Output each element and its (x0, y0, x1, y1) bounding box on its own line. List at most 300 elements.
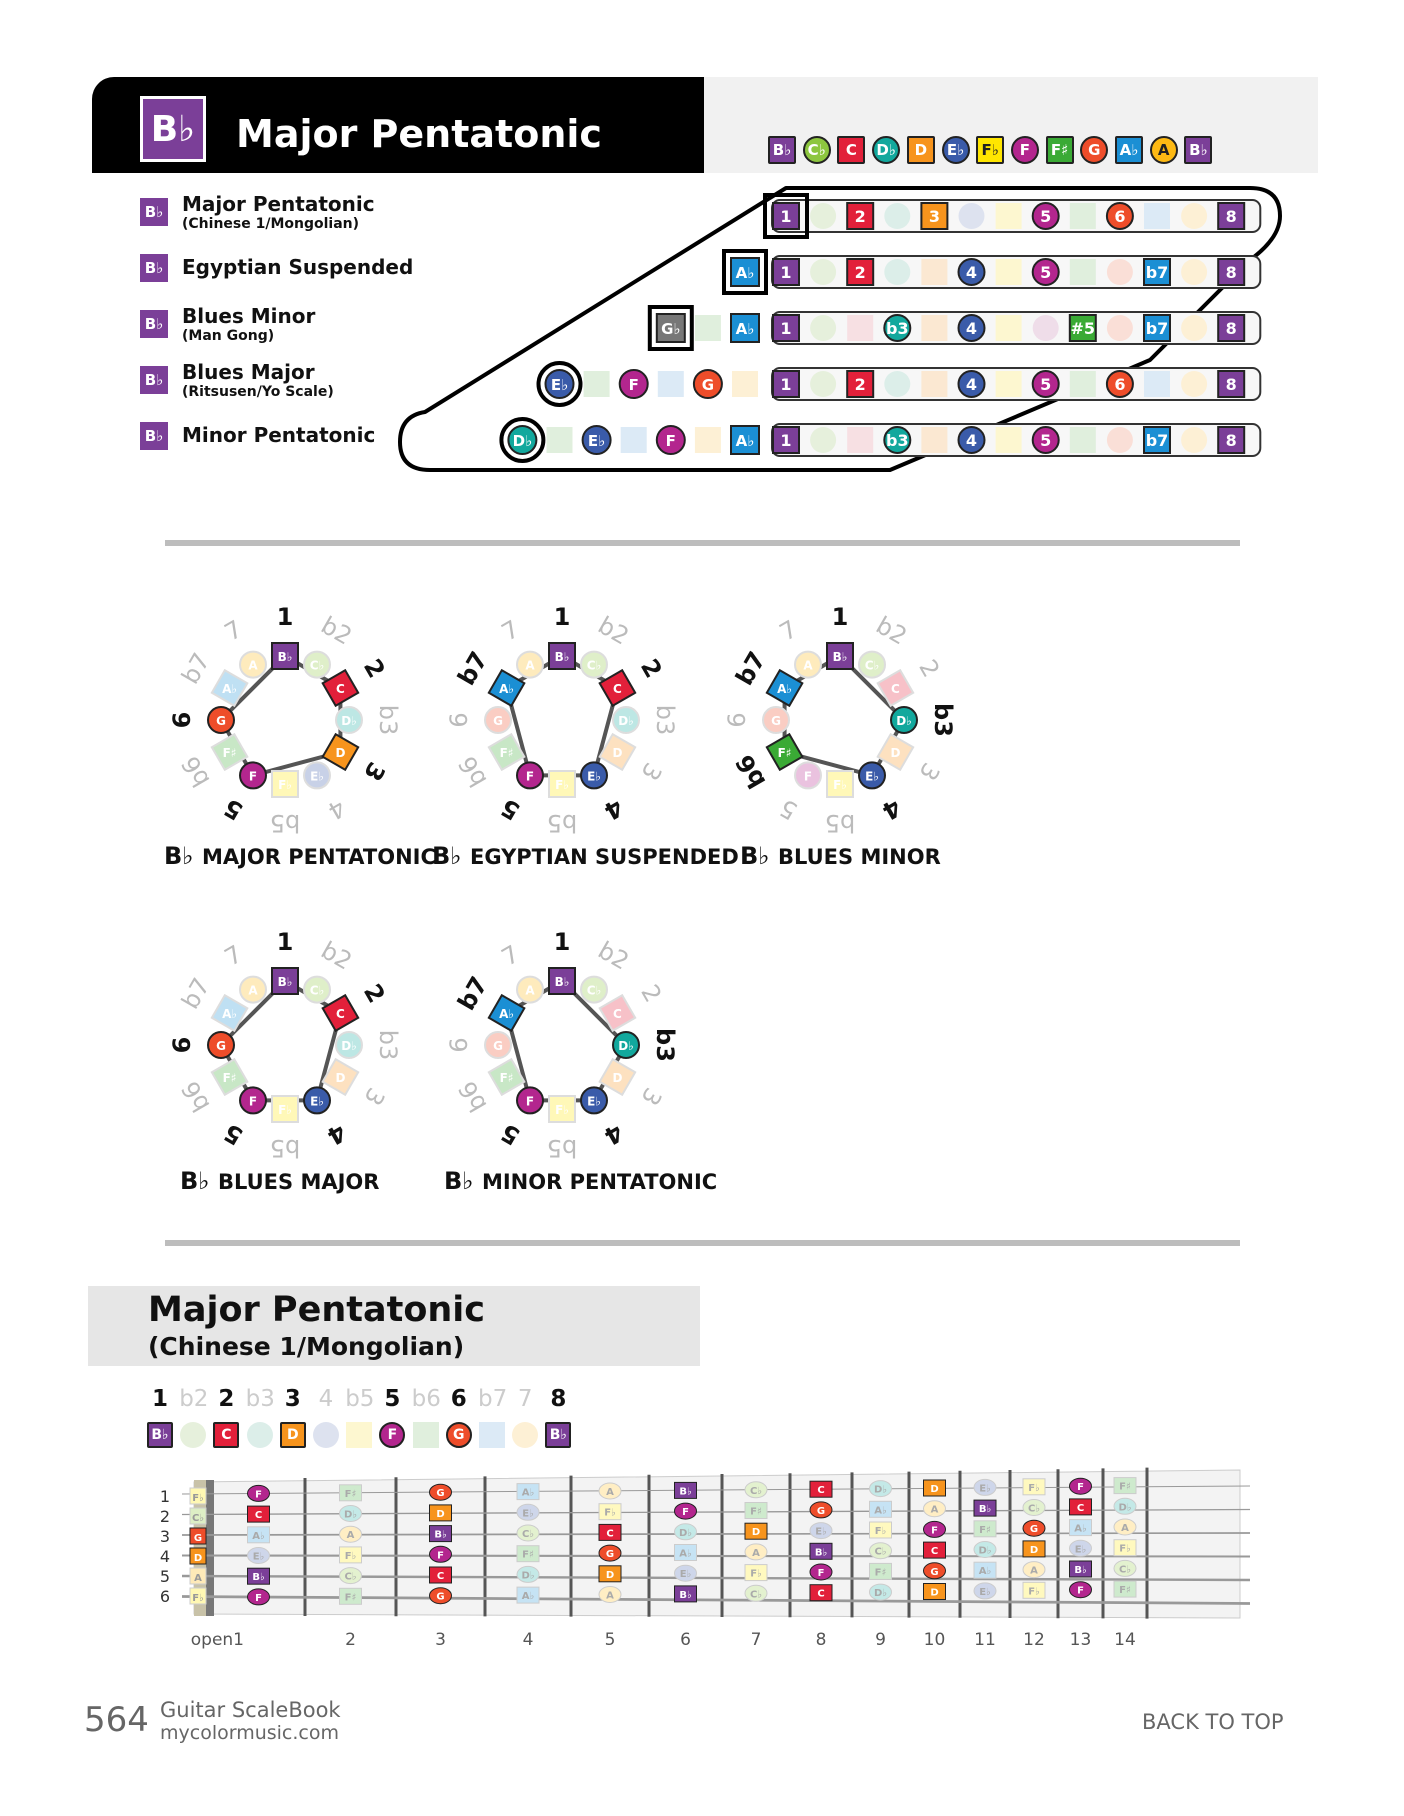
degree-label: 4 (965, 263, 978, 282)
degree-label: 3 (284, 1386, 301, 1412)
degree-placeholder (1107, 259, 1133, 285)
degree-label: 8 (1225, 319, 1237, 338)
fret-note-label: B♭ (252, 1572, 265, 1584)
degree-placeholder (959, 203, 985, 229)
book-title: Guitar ScaleBook (160, 1698, 341, 1722)
fret-number: 13 (1069, 1630, 1092, 1650)
degree-placeholder (1181, 203, 1207, 229)
mode-placeholder (658, 371, 684, 397)
wheel-note-label: C♭ (309, 658, 325, 673)
wheel-note-label: F♯ (222, 1071, 237, 1085)
degree-placeholder (847, 427, 873, 453)
fret-note-label: B♭ (434, 1529, 447, 1541)
fretboard-title: Major Pentatonic (148, 1290, 486, 1330)
fret-note-label: E♭ (815, 1526, 827, 1538)
chromatic-note: F (1011, 136, 1039, 164)
fret-note-label: F (682, 1507, 689, 1519)
wheel-degree: 6 (723, 712, 751, 728)
scale-name: Minor Pentatonic (182, 423, 376, 447)
fret-note-label: B♭ (679, 1589, 692, 1601)
fret-note-label: F♭ (1119, 1543, 1131, 1555)
degree-note (247, 1422, 273, 1448)
fret-note-label: A♭ (521, 1487, 535, 1499)
wheel-note-label: E♭ (587, 1094, 601, 1109)
wheel-degree: b2 (593, 936, 634, 976)
degree-placeholder (996, 371, 1022, 397)
scale-key-badge: B♭ (140, 366, 168, 394)
fret-note-label: A♭ (1074, 1523, 1087, 1535)
degree-note: F (379, 1422, 405, 1448)
mode-note-label: F (665, 432, 676, 450)
page-number: 564 (84, 1700, 149, 1740)
wheel-note-label: A♭ (222, 1007, 238, 1021)
scale-name: Major Pentatonic (Chinese 1/Mongolian) (182, 192, 375, 232)
degree-placeholder (847, 315, 873, 341)
wheel-note-label: A (525, 658, 535, 673)
wheel-note-label: C♭ (864, 658, 880, 673)
fret-note-label: F♭ (1028, 1482, 1040, 1494)
wheel-degree: b2 (316, 936, 357, 976)
wheel-note-label: E♭ (310, 1094, 324, 1109)
wheel-degree: b3 (651, 704, 679, 736)
wheel-note-label: C (613, 1007, 622, 1021)
wheel-note-label: C (336, 682, 345, 696)
fret-note-label: G (930, 1566, 939, 1578)
wheel-note-label: B♭ (554, 650, 570, 664)
degree-placeholder (921, 315, 947, 341)
header-chromatic-panel (704, 77, 1318, 173)
fret-note-label: D (751, 1527, 761, 1539)
wheel-note-label: F♭ (555, 778, 569, 792)
mode-placeholder (547, 427, 573, 453)
mode-note-label: E♭ (587, 432, 606, 450)
wheel-note-label: F (248, 769, 258, 784)
fret-note-label: G (436, 1591, 445, 1603)
mode-placeholder (695, 427, 721, 453)
fret-note-label: F (931, 1525, 938, 1537)
wheel-note-label: B♭ (277, 975, 293, 989)
wheel-degree: 5 (496, 792, 525, 826)
degree-placeholder (921, 259, 947, 285)
wheel-note-label: G (493, 1039, 503, 1053)
degree-label: 5 (1040, 263, 1052, 282)
wheel-degree: b5 (269, 1134, 301, 1162)
degree-placeholder (996, 259, 1022, 285)
fret-note-label: A (606, 1590, 614, 1602)
wheel-note-label: A♭ (499, 682, 515, 696)
scale-name: Blues Major (Ritsusen/Yo Scale) (182, 360, 334, 400)
wheel-degree: 2 (357, 979, 391, 1008)
fret-note-label: E♭ (679, 1569, 692, 1581)
mode-note-label: A♭ (735, 432, 755, 450)
wheel-note-label: B♭ (832, 650, 848, 664)
degree-placeholder (884, 203, 910, 229)
fret-note-label: C♭ (521, 1529, 535, 1540)
wheel-degree: 4 (599, 1117, 628, 1151)
degree-placeholder (1070, 203, 1096, 229)
fret-note-label: C (817, 1485, 825, 1497)
fret-note-label: C (606, 1528, 614, 1540)
mode-diagram (0, 180, 1404, 480)
fret-note-label: F (437, 1550, 444, 1562)
wheel-note-label: D (612, 746, 623, 760)
fret-note-label: A♭ (679, 1548, 692, 1560)
fret-note-label: C♭ (344, 1571, 357, 1583)
fretboard-subtitle: (Chinese 1/Mongolian) (148, 1332, 465, 1361)
degree-placeholder (1070, 259, 1096, 285)
string-number: 6 (159, 1587, 171, 1606)
degree-label: b2 (179, 1386, 209, 1412)
fret-note-label: F (255, 1489, 262, 1501)
wheel-note-label: D (612, 1071, 623, 1085)
wheel-degree: 3 (357, 757, 391, 786)
wheel-caption: B♭ EGYPTIAN SUSPENDED (432, 842, 739, 870)
fret-number: 8 (815, 1630, 827, 1650)
fret-note-label: C (817, 1588, 825, 1600)
fret-note-label: F (1077, 1585, 1084, 1597)
degree-label: 6 (1114, 375, 1126, 394)
wheel-degree: b5 (546, 809, 578, 837)
degree-label: 8 (1225, 431, 1237, 450)
wheel-note-label: F♭ (278, 1103, 292, 1117)
wheel-degree: 2 (357, 654, 391, 683)
degree-note: G (446, 1422, 472, 1448)
fret-note-label: F (255, 1592, 262, 1604)
degree-label: b3 (886, 431, 909, 450)
chromatic-note: E♭ (942, 136, 970, 164)
fret-note-label: C♭ (1118, 1564, 1132, 1576)
wheel-degree: b3 (929, 703, 957, 737)
degree-note (346, 1422, 372, 1448)
degree-placeholder (1181, 427, 1207, 453)
fret-number: 10 (923, 1630, 946, 1650)
degree-placeholder (810, 371, 836, 397)
fret-note-label: F♯ (750, 1506, 762, 1518)
wheel-degree: 5 (496, 1117, 525, 1151)
wheel-note-label: B♭ (277, 650, 293, 664)
wheel-degree: 7 (774, 614, 803, 647)
chromatic-note: A♭ (1115, 136, 1143, 164)
wheel-degree: b2 (316, 611, 357, 651)
wheel-caption: B♭ BLUES MAJOR (180, 1167, 380, 1195)
wheel-degree: 1 (276, 928, 294, 956)
wheel-note-label: F♯ (499, 1071, 514, 1085)
degree-label: 7 (517, 1386, 533, 1412)
site-link[interactable]: mycolormusic.com (160, 1722, 339, 1744)
fret-number: 4 (522, 1630, 534, 1650)
degree-label: 4 (318, 1386, 334, 1412)
degree-placeholder (1070, 371, 1096, 397)
open-note-label: A (194, 1573, 202, 1584)
string-number: 4 (159, 1547, 171, 1566)
degree-placeholder (921, 371, 947, 397)
degree-label: 2 (854, 375, 866, 394)
degree-label: 1 (780, 263, 792, 282)
fret-note-label: F♯ (344, 1488, 357, 1500)
chromatic-note: A (1150, 136, 1178, 164)
wheel-note-label: D (335, 746, 346, 760)
degree-label: 2 (218, 1386, 235, 1412)
wheel-note-label: F (248, 1094, 258, 1109)
fret-note-label: C♭ (749, 1485, 763, 1497)
open-note-label: D (193, 1553, 203, 1564)
degree-label: #5 (1070, 319, 1096, 338)
wheel-degree: 4 (877, 792, 906, 826)
wheel-degree: 3 (635, 1082, 668, 1111)
degree-label: 6 (450, 1386, 467, 1412)
wheel-degree: b5 (824, 809, 856, 837)
chromatic-note: B♭ (768, 136, 796, 164)
chromatic-note: C♭ (803, 136, 831, 164)
section-divider (165, 1240, 1240, 1246)
mode-note-label: A♭ (735, 320, 755, 338)
scale-key-badge: B♭ (140, 198, 168, 226)
wheel-degree: 2 (913, 654, 946, 683)
degree-label: 8 (1225, 207, 1237, 226)
fret-note-label: E♭ (1074, 1544, 1087, 1556)
fret-note-label: F♭ (874, 1526, 887, 1537)
wheel-degree: b2 (871, 611, 912, 651)
fret-note-label: A (346, 1530, 355, 1542)
fret-number: 3 (435, 1630, 446, 1650)
degree-label: b7 (1145, 263, 1169, 282)
mode-placeholder (584, 371, 610, 397)
wheel-degree: 4 (322, 1117, 351, 1151)
mode-note-label: G♭ (661, 320, 681, 338)
degree-placeholder (810, 203, 836, 229)
degree-placeholder (1181, 315, 1207, 341)
wheel-note-label: A (525, 983, 535, 998)
degree-label: b7 (1145, 431, 1169, 450)
degree-label: 4 (965, 375, 978, 394)
wheel-degree: b2 (593, 611, 634, 651)
wheel-degree: b6 (176, 1076, 216, 1117)
wheel-degree: 2 (635, 979, 668, 1008)
scale-name: Egyptian Suspended (182, 255, 414, 279)
wheel-degree: b6 (453, 1076, 493, 1117)
fret-note-label: G (816, 1505, 826, 1517)
fret-note-label: A (1121, 1523, 1129, 1534)
string-number: 1 (159, 1487, 171, 1506)
degree-note: B♭ (147, 1422, 173, 1448)
wheel-note-label: C (613, 682, 622, 696)
degree-placeholder (1181, 371, 1207, 397)
open-note-label: G (193, 1533, 203, 1544)
wheel-note-label: E♭ (587, 769, 601, 784)
wheel-degree: 1 (553, 928, 571, 956)
wheel-note-label: D (890, 746, 901, 760)
mode-note-label: A♭ (735, 264, 755, 282)
wheel-note-label: F♭ (833, 778, 847, 792)
chromatic-note: C (837, 136, 865, 164)
degree-note (313, 1422, 339, 1448)
fret-number: 2 (345, 1630, 356, 1650)
wheel-degree: 1 (553, 603, 571, 631)
degree-placeholder (996, 427, 1022, 453)
wheel-degree: 7 (496, 614, 525, 647)
degree-placeholder (1033, 315, 1059, 341)
fret-note-label: C (254, 1510, 263, 1522)
chromatic-note: B♭ (1184, 136, 1212, 164)
fret-note-label: C (1076, 1502, 1085, 1514)
fret-number: 11 (974, 1630, 996, 1650)
wheel-degree: 5 (774, 793, 803, 826)
wheel-caption: B♭ BLUES MINOR (740, 842, 941, 870)
wheel-note-label: A♭ (777, 682, 793, 696)
scale-wheels (0, 570, 1404, 1210)
scale-key-badge: B♭ (140, 422, 168, 450)
string-number: 5 (159, 1567, 171, 1586)
mode-placeholder (621, 427, 647, 453)
open-note-label: C♭ (191, 1513, 205, 1524)
wheel-degree: b7 (730, 646, 772, 691)
wheel-degree: 4 (599, 792, 628, 826)
fret-note-label: D♭ (521, 1570, 535, 1582)
degree-placeholder (921, 427, 947, 453)
fret-note-label: E♭ (522, 1508, 534, 1520)
wheel-note-label: D (335, 1071, 346, 1085)
degree-label: 5 (1040, 375, 1052, 394)
fret-note-label: A♭ (252, 1530, 265, 1542)
degree-label: 5 (1040, 207, 1052, 226)
wheel-note-label: D♭ (341, 1039, 357, 1053)
open-note-label: F♭ (192, 1493, 204, 1504)
mode-placeholder (732, 371, 758, 397)
wheel-degree: 5 (219, 1117, 248, 1151)
mode-note-label: G (701, 376, 715, 394)
fret-note-label: D♭ (873, 1484, 888, 1496)
fret-note-label: F♯ (874, 1567, 887, 1579)
fret-note-label: C (930, 1546, 939, 1558)
wheel-degree: b5 (546, 1134, 578, 1162)
fret-note-label: D (1029, 1544, 1039, 1556)
page-title: Major Pentatonic (236, 112, 602, 156)
wheel-degree: 6 (445, 712, 473, 728)
back-to-top-link[interactable]: BACK TO TOP (1142, 1710, 1284, 1734)
wheel-note-label: G (216, 714, 226, 728)
wheel-degree: b3 (651, 1028, 679, 1062)
degree-placeholder (996, 203, 1022, 229)
wheel-degree: 7 (496, 939, 525, 972)
fret-note-label: C♭ (749, 1589, 763, 1601)
wheel-degree: 6 (168, 1036, 196, 1054)
fret-note-label: C (436, 1571, 445, 1582)
wheel-degree: 3 (913, 757, 946, 786)
chromatic-note: D♭ (872, 136, 900, 164)
fret-number: 14 (1114, 1630, 1136, 1650)
string-number: 2 (159, 1507, 171, 1526)
chromatic-note: G (1080, 136, 1108, 164)
fret-note-label: G (436, 1488, 445, 1500)
wheel-note-label: B♭ (554, 975, 570, 989)
wheel-degree: b7 (176, 973, 216, 1014)
degree-label: 8 (550, 1386, 567, 1412)
fret-number: 7 (750, 1630, 762, 1650)
fret-note-label: G (605, 1549, 615, 1561)
degree-label: 2 (854, 207, 866, 226)
wheel-degree: 3 (358, 1082, 391, 1111)
degree-label: 5 (384, 1386, 401, 1412)
wheel-note-label: G (493, 714, 503, 728)
degree-placeholder (810, 259, 836, 285)
wheel-degree: b3 (374, 1029, 402, 1061)
degree-placeholder (1107, 315, 1133, 341)
degree-label: b7 (1145, 319, 1169, 338)
degree-label: b3 (886, 319, 909, 338)
wheel-note-label: F (525, 769, 535, 784)
degree-note: B♭ (545, 1422, 571, 1448)
fret-note-label: F♭ (604, 1507, 616, 1519)
fret-note-label: F♯ (522, 1549, 534, 1561)
scale-name: Blues Minor (Man Gong) (182, 304, 316, 344)
fret-note-label: F♭ (750, 1568, 762, 1580)
wheel-note-label: C (336, 1007, 345, 1021)
mode-note-label: F (628, 376, 639, 394)
fret-note-label: F♭ (344, 1550, 357, 1562)
fret-note-label: A (752, 1547, 760, 1559)
fret-number: 5 (604, 1630, 616, 1650)
wheel-caption: B♭ MAJOR PENTATONIC (164, 842, 436, 870)
wheel-note-label: D♭ (896, 714, 912, 728)
fret-note-label: D♭ (978, 1545, 992, 1557)
wheel-note-label: F (803, 769, 813, 784)
wheel-degree: 7 (219, 939, 248, 972)
wheel-note-label: A (803, 658, 813, 673)
wheel-note-label: F (525, 1094, 535, 1109)
fret-note-label: E♭ (979, 1586, 991, 1598)
fret-note-label: D (436, 1508, 445, 1520)
wheel-degree: b7 (176, 648, 216, 689)
fret-note-label: D (930, 1484, 939, 1495)
wheel-note-label: F♭ (278, 778, 292, 792)
wheel-note-label: A♭ (499, 1007, 515, 1021)
fret-note-label: D♭ (1118, 1502, 1132, 1514)
degree-label: 1 (780, 207, 792, 226)
wheel-degree: b6 (176, 751, 216, 792)
degree-note (512, 1422, 538, 1448)
degree-placeholder (1107, 427, 1133, 453)
wheel-note-label: G (216, 1039, 226, 1053)
wheel-note-label: C♭ (309, 983, 325, 998)
fret-note-label: F♭ (1028, 1586, 1040, 1598)
chromatic-note: F♯ (1046, 136, 1074, 164)
fret-note-label: F (1077, 1482, 1084, 1494)
degree-placeholder (1144, 371, 1170, 397)
fret-note-label: D♭ (873, 1588, 888, 1600)
degree-label: 4 (965, 319, 978, 338)
fret-note-label: A (1030, 1565, 1038, 1577)
wheel-degree: 1 (276, 603, 294, 631)
wheel-note-label: G (771, 714, 781, 728)
degree-note (180, 1422, 206, 1448)
wheel-note-label: F♯ (499, 746, 514, 760)
fret-number: 6 (680, 1630, 691, 1650)
degree-placeholder (884, 371, 910, 397)
degree-placeholder (810, 315, 836, 341)
wheel-degree: 7 (219, 614, 248, 647)
degree-placeholder (996, 315, 1022, 341)
wheel-note-label: C♭ (586, 983, 602, 998)
degree-label: 1 (780, 319, 792, 338)
fret-note-label: D♭ (343, 1509, 358, 1521)
wheel-degree: 4 (322, 793, 351, 826)
wheel-caption: B♭ MINOR PENTATONIC (444, 1167, 718, 1195)
fret-note-label: E♭ (979, 1483, 991, 1495)
wheel-degree: 6 (445, 1037, 473, 1053)
degree-note (413, 1422, 439, 1448)
wheel-degree: 5 (219, 792, 248, 826)
wheel-degree: 6 (168, 711, 196, 729)
